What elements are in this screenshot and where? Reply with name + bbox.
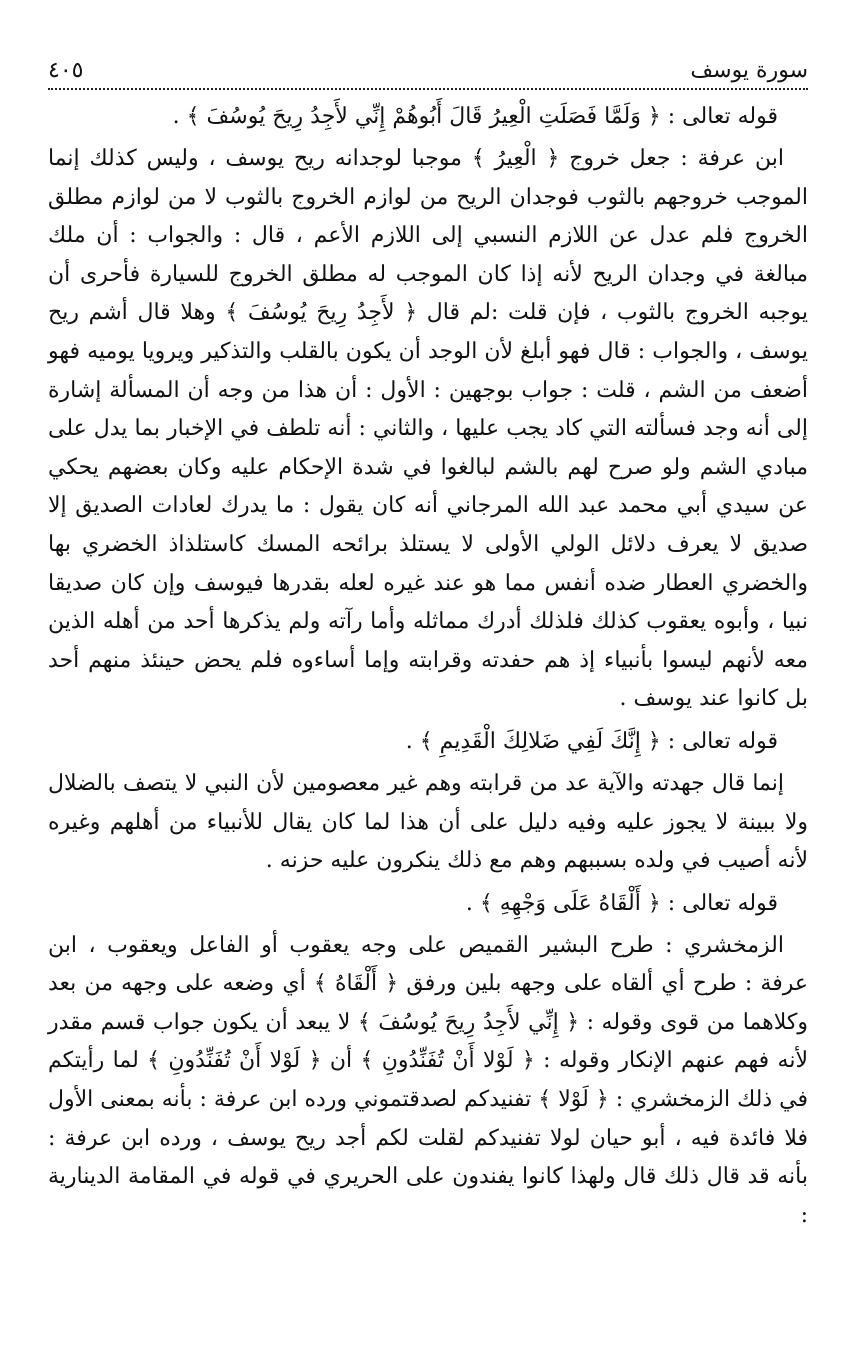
running-header: [48, 56, 808, 90]
page-number: ٤٠٥: [48, 58, 84, 83]
commentary-paragraph: ابن عرفة : جعل خروج ﴿ الْعِيرُ ﴾ موجبا لوجدانه ريح يوسف ، وليس كذلك إنما الموجب خروجهم بالثوب فوجدان الريح من لوازم الخروج بالثوب لا من لوازم مطلق الخروج فلم عدل عن اللازم النسبي إلى اللازم الأعم ، قال : والجواب : أن ملك مبالغة في وجدان الريح لأنه إذا كان الموجب له مطلق الخروج للسيارة فأحرى أن يوجبه الخروج بالثوب ، فإن قلت :لم قال ﴿ لأَجِدُ رِيحَ يُوسُفَ ﴾ وهلا قال أشم ريح يوسف ، والجواب : قال فهو أبلغ لأن الوجد أن يكون بالقلب والتذكير ويرويا يوميه فهو أضعف من الشم ، قلت : جواب بوجهين : الأول : أن هذا من وجه أن المسألة إشارة إلى أنه وجد فسألته التي كاد يجب عليها ، والثاني : أنه تلطف في الإخبار بما يدل على مبادي الشم ولو صرح لهم بالشم لبالغوا في شدة الإحكام عليه وكان بعضهم يحكي عن سيدي أبي محمد عبد الله المرجاني أنه كان يقول : ما يدرك لعادات الصديق إلا صديق لا يعرف دلائل الولي الأولى لا يستلذ برائحه المسك كاستلذاذ الخضري بها والخضري العطار ضده أنفس مما هو عند غيره لعله بقدرها فيوسف وإن كان صديقا نبيا ، وأبوه يعقوب كذلك فلذلك أدرك مماثله وأما رآته ولم يذكرها أحد من أهله الذين معه لأنهم ليسوا بأنبياء إذ هم حفدته وقرابته وإما أساءوه فلم يحض حينئذ منهم أحد بل كانوا عند يوسف .: [48, 146, 808, 712]
verse-heading: قوله تعالى : ﴿ إِنَّكَ لَفِي ضَلالِكَ الْقَدِيمِ ﴾ .: [405, 728, 778, 754]
commentary-paragraph: إنما قال جهدته والآية عد من قرابته وهم غير معصومين لأن النبي لا يتصف بالضلال ولا ببينة لا يجوز عليه وفيه دليل على أن هذا لما كان يقال للأنبياء من أهلهم وغيره لأنه أصيب في ولده بسببهم وهم مع ذلك ينكرون عليه حزنه .: [48, 770, 808, 874]
verse-heading: قوله تعالى : ﴿ أَلْقَاهُ عَلَى وَجْهِهِ ﴾ .: [465, 890, 778, 916]
book-page: [48, 56, 808, 1235]
commentary-paragraph: الزمخشري : طرح البشير القميص على وجه يعقوب أو الفاعل ويعقوب ، ابن عرفة : طرح أي ألقاه على وجهه بلين ورفق ﴿ أَلْقَاهُ ﴾ أي وضعه على وجهه من بعد وكلاهما من قوى وقوله : ﴿ إِنِّي لأَجِدُ رِيحَ يُوسُفَ ﴾ لا يبعد أن يكون جواب قسم مقدر لأنه فهم عنهم الإنكار وقوله : ﴿ لَوْلا أَنْ تُفَنِّدُونِ ﴾ أن ﴿ لَوْلا أَنْ تُفَنِّدُونِ ﴾ لما رأيتكم في ذلك الزمخشري : ﴿ لَوْلا ﴾ تفنيدكم لصدقتموني ورده ابن عرفة : بأنه بمعنى الأول فلا فائدة فيه ، أبو حيان لولا تفنيدكم لقلت لكم أجد ريح يوسف ، ورده ابن عرفة : بأنه قد قال ذلك قال ولهذا كانوا يفندون على الحريري في قوله في المقامة الدينارية :: [48, 932, 808, 1228]
verse-heading: قوله تعالى : ﴿ وَلَمَّا فَصَلَتِ الْعِيرُ قَالَ أَبُوهُمْ إِنِّي لأَجِدُ رِيحَ يُوسُفَ ﴾ .: [172, 104, 778, 129]
surah-title: سورة يوسف: [690, 58, 808, 83]
